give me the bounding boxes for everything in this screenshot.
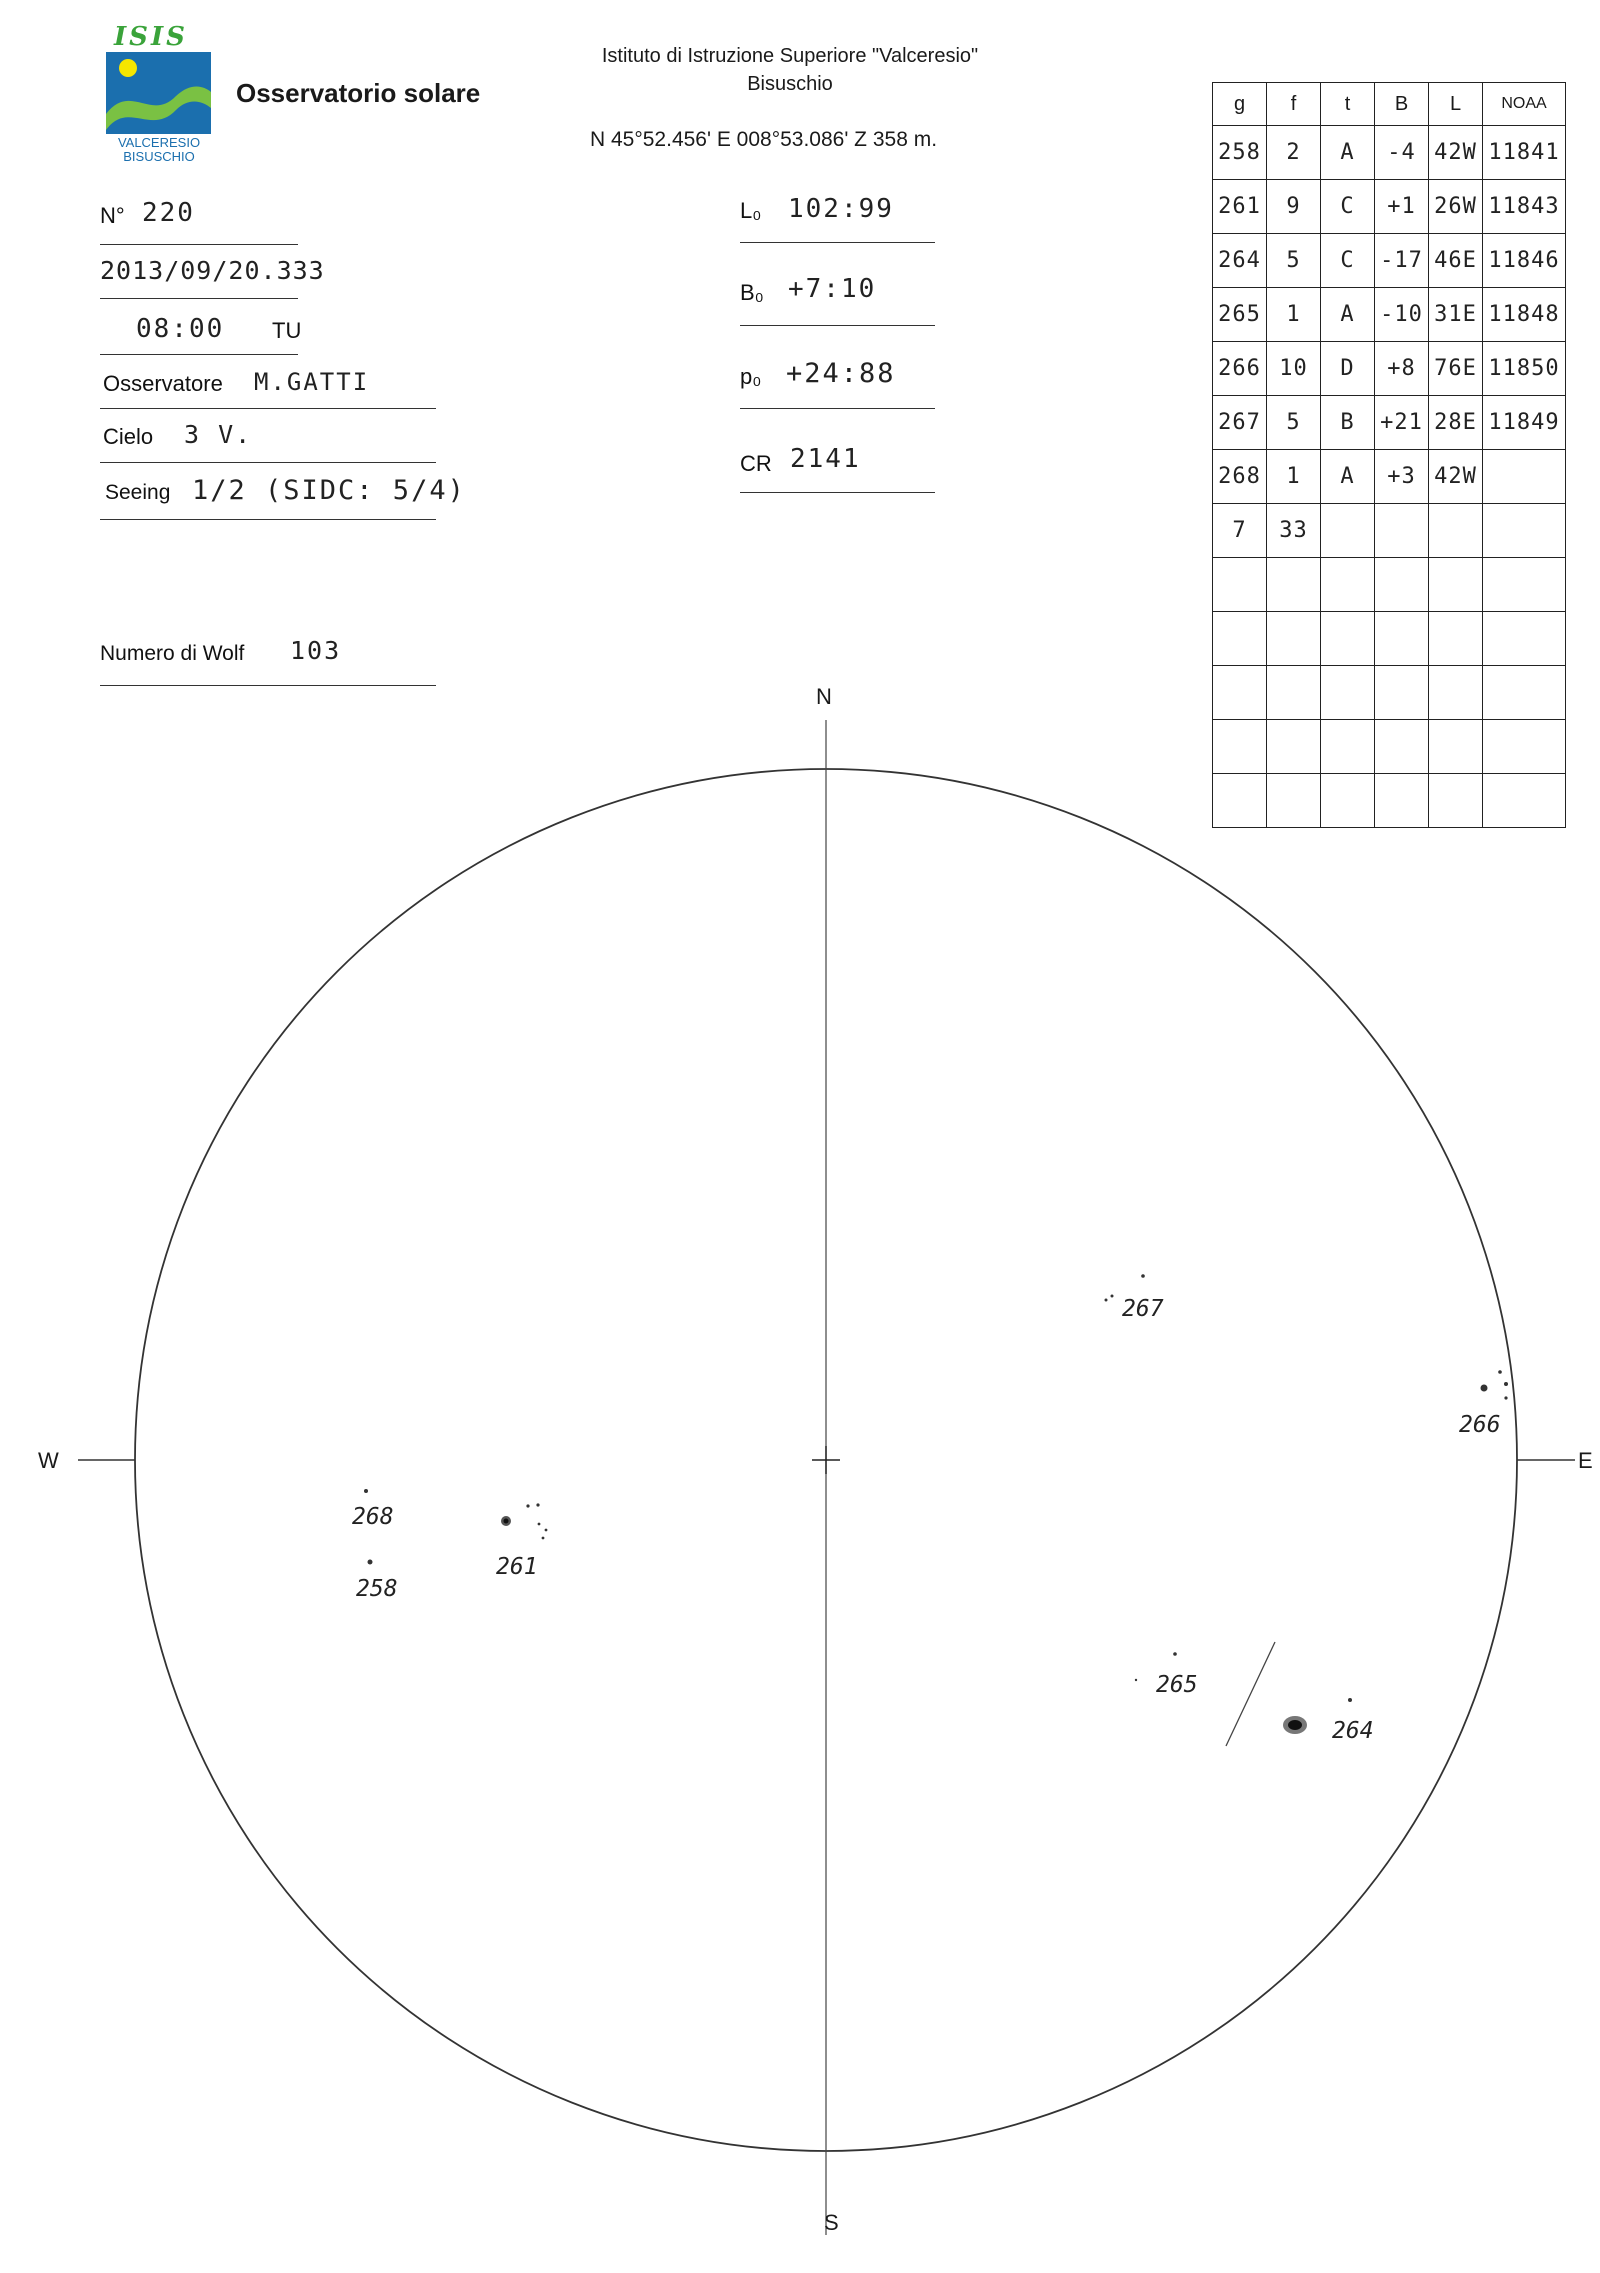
col-header-f: f <box>1267 83 1321 126</box>
table-cell: 261 <box>1213 180 1267 234</box>
wolf-value: 103 <box>290 636 342 665</box>
logo-sub-2: BISUSCHIO <box>123 149 195 164</box>
west-label: W <box>38 1448 59 1473</box>
table-cell: 7 <box>1213 504 1267 558</box>
observer-label: Osservatore <box>103 371 223 396</box>
col-header-t: t <box>1321 83 1375 126</box>
table-cell: 2 <box>1267 126 1321 180</box>
spots-group-261 <box>501 1503 547 1539</box>
north-label: N <box>816 684 832 709</box>
table-cell: C <box>1321 234 1375 288</box>
cr-label: CR <box>740 451 772 476</box>
table-cell: +3 <box>1375 450 1429 504</box>
cr-value: 2141 <box>790 444 861 474</box>
wolf-label: Numero di Wolf <box>100 642 245 665</box>
number-label: N° <box>100 203 125 228</box>
group-label-266: 266 <box>1459 1412 1501 1438</box>
table-cell: D <box>1321 342 1375 396</box>
institute-line-2: Bisuschio <box>747 73 833 95</box>
b0-label: B₀ <box>740 280 764 305</box>
observatory-title: Osservatorio solare <box>236 78 481 108</box>
table-cell: 11850 <box>1483 342 1566 396</box>
table-cell: 76E <box>1429 342 1483 396</box>
table-cell: 11843 <box>1483 180 1566 234</box>
table-cell: 46E <box>1429 234 1483 288</box>
table-cell: 42W <box>1429 126 1483 180</box>
table-cell: 258 <box>1213 126 1267 180</box>
table-cell: 11849 <box>1483 396 1566 450</box>
table-cell: 267 <box>1213 396 1267 450</box>
sky-value: 3 V. <box>184 420 253 449</box>
spots-group-258 <box>368 1560 373 1565</box>
logo-sub-1: VALCERESIO <box>117 135 201 150</box>
table-cell: 9 <box>1267 180 1321 234</box>
table-cell: -10 <box>1375 288 1429 342</box>
table-cell: 26W <box>1429 180 1483 234</box>
group-label-264: 264 <box>1332 1718 1374 1744</box>
table-cell: 11841 <box>1483 126 1566 180</box>
group-label-265: 265 <box>1156 1672 1198 1698</box>
table-cell: 1 <box>1267 450 1321 504</box>
table-cell: 42W <box>1429 450 1483 504</box>
group-label-261: 261 <box>496 1554 538 1580</box>
group-label-268: 268 <box>352 1504 394 1530</box>
table-cell: +1 <box>1375 180 1429 234</box>
table-cell: 1 <box>1267 288 1321 342</box>
table-cell: C <box>1321 180 1375 234</box>
table-cell: B <box>1321 396 1375 450</box>
table-cell: 11846 <box>1483 234 1566 288</box>
table-cell: 268 <box>1213 450 1267 504</box>
sky-label: Cielo <box>103 424 154 449</box>
col-header-noaa: NOAA <box>1483 83 1566 126</box>
number-value: 220 <box>142 198 195 228</box>
b0-value: +7:10 <box>788 274 877 304</box>
south-label: S <box>824 2210 839 2235</box>
table-cell: 10 <box>1267 342 1321 396</box>
group-label-258: 258 <box>356 1576 398 1602</box>
date-value: 2013/09/20.333 <box>100 256 325 285</box>
seeing-value: 1/2 (SIDC: 5/4) <box>192 475 466 506</box>
table-cell: +21 <box>1375 396 1429 450</box>
table-cell: A <box>1321 450 1375 504</box>
table-cell: 33 <box>1267 504 1321 558</box>
table-cell: -17 <box>1375 234 1429 288</box>
table-cell: 266 <box>1213 342 1267 396</box>
table-cell: +8 <box>1375 342 1429 396</box>
table-cell: 265 <box>1213 288 1267 342</box>
l0-label: L₀ <box>740 198 762 223</box>
time-unit: TU <box>272 318 302 343</box>
table-cell: A <box>1321 288 1375 342</box>
table-cell: 5 <box>1267 234 1321 288</box>
seeing-label: Seeing <box>105 481 171 504</box>
table-cell: 11848 <box>1483 288 1566 342</box>
group-label-267: 267 <box>1122 1296 1164 1322</box>
p0-label: p₀ <box>740 364 762 389</box>
observer-value: M.GATTI <box>254 368 370 396</box>
time-value: 08:00 <box>136 314 225 344</box>
east-label: E <box>1578 1448 1593 1473</box>
logo-text: ISIS <box>114 22 188 52</box>
table-cell: A <box>1321 126 1375 180</box>
l0-value: 102:99 <box>788 194 894 224</box>
col-header-g: g <box>1213 83 1267 126</box>
col-header-l: L <box>1429 83 1483 126</box>
table-cell: 31E <box>1429 288 1483 342</box>
table-cell: 28E <box>1429 396 1483 450</box>
observatory-coordinates: N 45°52.456' E 008°53.086' Z 358 m. <box>590 128 938 151</box>
table-cell: 264 <box>1213 234 1267 288</box>
table-cell: 5 <box>1267 396 1321 450</box>
p0-value: +24:88 <box>786 358 896 389</box>
col-header-b: B <box>1375 83 1429 126</box>
institute-line-1: Istituto di Istruzione Superiore "Valceresio" <box>601 45 979 67</box>
table-cell: -4 <box>1375 126 1429 180</box>
group-264-marker-line <box>1226 1642 1275 1746</box>
spots-group-268 <box>364 1489 368 1493</box>
spots-group-266 <box>1481 1370 1509 1399</box>
